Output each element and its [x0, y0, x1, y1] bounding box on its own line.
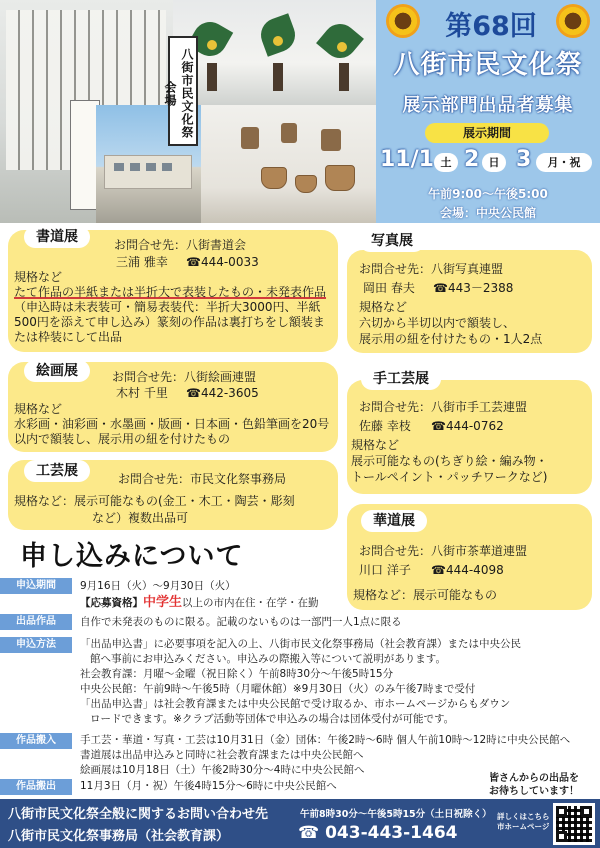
contact-tel: ☎444-0762 — [431, 419, 504, 433]
spec-line: 500円を添えて申し込み）篆刻の作品は裏打ちをし額装ま — [14, 315, 325, 329]
invitation-note — [472, 772, 596, 798]
footer-office: 八街市民文化祭事務局（社会教育課） — [8, 829, 230, 844]
method-line: 中央公民館：午前9時～午後5時（月曜休館）※9月30日（火）のみ午後7時まで受付 — [80, 683, 476, 695]
day-3: 月・祝 — [536, 153, 592, 172]
category-tag: 書道展 — [24, 226, 90, 248]
footer-inquiry-title: 八街市民文化祭全般に関するお問い合わせ先 — [8, 807, 269, 822]
spec-line: トールペイント・パッチワークなど) — [351, 470, 548, 484]
footer-tel[interactable]: ☎ 043-443-1464 — [298, 823, 458, 843]
contact-tel: ☎443－2388 — [433, 281, 514, 295]
spec-line: 規格など：展示可能なもの — [353, 588, 498, 602]
category-tag: 写真展 — [359, 230, 425, 252]
title-panel — [376, 0, 600, 223]
qualification-line — [80, 596, 319, 610]
method-line: 「出品申込書」に必要事項を記入の上、八街市民文化祭事務局（社会教育課）または中央公民 — [80, 638, 521, 650]
footer-hours: 午前8時30分～午後5時15分（土日祝除く） — [300, 809, 492, 820]
category-kogei — [8, 460, 338, 530]
contact-org: お問合せ先：八街市茶華道連盟 — [359, 544, 528, 558]
category-kaiga — [8, 362, 338, 452]
exhibition-venue: 会場：中央公民館 — [439, 206, 536, 220]
row-label-delivery: 作品搬入 — [0, 733, 72, 749]
spec-line: 展示用の紐を付けたもの・1人2点 — [359, 332, 543, 346]
contact-tel: ☎442-3605 — [186, 386, 259, 400]
spec-line: など）複数出品可 — [92, 511, 189, 525]
method-line: 館へ事前にお申込みください。申込みの際搬入等について説明があります。 — [90, 653, 446, 665]
venue-sign — [163, 36, 198, 146]
sunflower-icon — [556, 4, 590, 38]
category-shodo — [8, 230, 338, 352]
sunflower-icon — [386, 4, 420, 38]
qualification-rest: 以上の市内在住・在学・在勤 — [182, 597, 319, 609]
contact-tel: ☎444-4098 — [431, 563, 504, 577]
exhibition-hours: 午前9:00～午後5:00 — [428, 187, 548, 201]
category-shukogei — [347, 371, 592, 494]
delivery-line: 手工芸・華道・写真・工芸は10月31日（金）団体：午後2時～6時 個人午前10時～12時に中央公民館へ — [80, 734, 571, 746]
date-2: 2 — [464, 147, 480, 172]
row-label-pickup: 作品搬出 — [0, 779, 72, 795]
spec-label: 規格など — [14, 270, 63, 284]
qr-caption-line: 詳しくはこちら — [497, 812, 550, 821]
contact-person: 岡田 春夫 — [363, 281, 415, 295]
method-line: 「出品申込書」は社会教育課または中央公民館で受け取るか、市ホームページからもダウン — [80, 698, 511, 710]
row-label-method: 申込方法 — [0, 637, 72, 653]
contact-org: お問合せ先：市民文化祭事務局 — [118, 472, 287, 486]
row-label-period: 申込期間 — [0, 578, 72, 594]
application-period: 9月16日（火）～9月30日（火） — [80, 580, 236, 592]
row-label-items: 出品作品 — [0, 614, 72, 630]
qr-caption-line: 市ホームページ — [497, 822, 550, 831]
handicraft-photo — [201, 105, 376, 223]
delivery-line: 書道展は出品申込みと同時に社会教育課または中央公民館へ — [80, 749, 364, 761]
festival-subtitle: 展示部門出品者募集 — [402, 95, 574, 116]
venue-sign-text: 八街市民文化祭会場 — [163, 48, 194, 139]
footer — [0, 799, 600, 848]
application-heading: 申し込みについて — [20, 541, 244, 572]
method-line: ロードできます。※クラブ活動等団体で申込みの場合は団体受付が可能です。 — [90, 713, 455, 725]
contact-person: 木村 千里 — [116, 386, 168, 400]
day-2: 日 — [482, 153, 506, 172]
date-3: 3 — [516, 147, 532, 172]
contact-org: お問合せ先：八街書道会 — [114, 238, 247, 252]
exhibition-dates — [376, 147, 600, 179]
spec-label: 規格など — [351, 438, 400, 452]
spec-label: 規格など — [359, 300, 408, 314]
invitation-note-line: 皆さんからの出品を — [489, 773, 579, 784]
contact-tel: ☎444-0033 — [186, 255, 259, 269]
eligible-items: 自作で未発表のものに限る。記載のないものは一部門一人1点に限る — [80, 616, 402, 628]
category-tag: 絵画展 — [24, 360, 90, 382]
spec-line: たて作品の半紙または半折大で表装したもの・未発表作品 — [14, 285, 327, 299]
delivery-line: 絵画展は10月18日（土）午後2時30分～4時に中央公民館へ — [80, 764, 365, 776]
contact-org: お問合せ先：八街写真連盟 — [359, 262, 504, 276]
spec-line: 規格など：展示可能なもの(金工・木工・陶芸・彫刻 — [14, 494, 295, 508]
category-tag: 手工芸展 — [361, 368, 441, 390]
contact-org: お問合せ先：八街絵画連盟 — [112, 370, 257, 384]
category-shashin — [347, 233, 592, 353]
pickup-line: 11月3日（月・祝）午後4時15分～6時に中央公民館へ — [80, 780, 337, 792]
category-tag: 工芸展 — [24, 460, 90, 482]
contact-person: 三浦 雅幸 — [116, 255, 168, 269]
qr-caption — [497, 812, 550, 832]
category-kado — [347, 504, 592, 610]
invitation-note-line: お待ちしています！ — [489, 786, 579, 797]
qualification-prefix: 【応募資格】 — [80, 597, 143, 609]
spec-line: （申込時は未表装可・簡易表装代：半折大3000円、半紙 — [14, 300, 321, 314]
spec-line: 以内で額装し、展示用の紐を付けたもの — [14, 432, 231, 446]
date-1: 11/1 — [380, 147, 434, 172]
spec-line: 展示可能なもの(ちぎり絵・編み物・ — [351, 454, 548, 468]
contact-person: 川口 洋子 — [359, 563, 411, 577]
spec-label: 規格など — [14, 402, 63, 416]
spec-line: たは枠装にして出品 — [14, 330, 123, 344]
festival-title: 八街市民文化祭 — [393, 50, 583, 80]
day-1: 土 — [434, 153, 458, 172]
method-line: 社会教育課：月曜～金曜（祝日除く）午前8時30分～午後5時15分 — [80, 668, 394, 680]
edition-number: 第68回 — [445, 11, 537, 42]
qualification-highlight: 中学生 — [143, 595, 183, 610]
qr-code-icon[interactable] — [553, 803, 595, 845]
exhibition-period-label: 展示期間 — [425, 123, 549, 143]
spec-line: 水彩画・油彩画・水墨画・版画・日本画・色鉛筆画を20号 — [14, 417, 330, 431]
spec-line: 六切から半切以内で額装し、 — [359, 316, 516, 330]
category-tag: 華道展 — [361, 510, 427, 532]
contact-person: 佐藤 幸枝 — [359, 419, 411, 433]
ikebana-photo — [173, 0, 376, 105]
contact-org: お問合せ先：八街市手工芸連盟 — [359, 400, 528, 414]
